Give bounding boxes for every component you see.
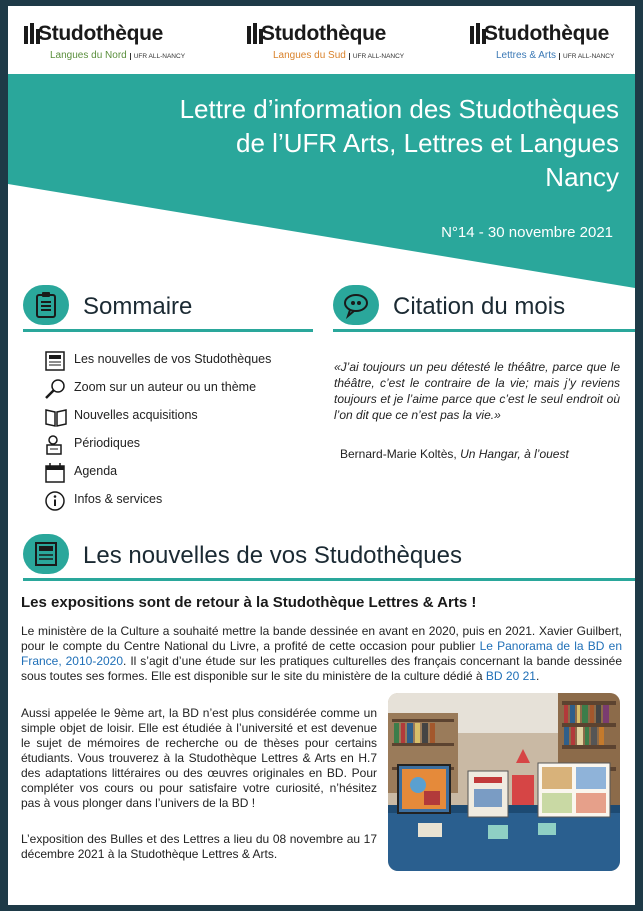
logo-ufr: UFR ALL-NANCY: [349, 53, 404, 60]
logo-ufr: UFR ALL-NANCY: [130, 53, 185, 60]
logo-brand: Studothèque: [261, 22, 387, 45]
sommaire-list: [44, 348, 314, 516]
article-title: Les expositions sont de retour à la Studothèque Lettres & Arts !: [21, 594, 477, 611]
section-rule: [23, 329, 313, 332]
logo-subtitle-text: Langues du Sud: [273, 50, 346, 61]
title-line: Lettre d’information des Studothèques: [179, 94, 619, 124]
section-title: Sommaire: [83, 293, 193, 320]
info-icon: [44, 490, 68, 512]
newspaper-icon: [32, 540, 60, 568]
calendar-icon: [44, 462, 68, 484]
toc-item[interactable]: [44, 488, 314, 516]
title-line: Nancy: [545, 162, 619, 192]
logo-subtitle-text: Lettres & Arts: [496, 50, 557, 61]
paragraph-text: . Il s’agit d’une étude sur les pratiques culturelles des français concernant la bande dessinée sous toutes ses formes. Elle est disponible sur le site du ministère de la culture dédié à: [21, 654, 623, 683]
paragraph-text: .: [535, 669, 540, 683]
logo-bar: [8, 6, 635, 74]
magnifier-icon: [44, 378, 68, 400]
toc-item[interactable]: [44, 432, 314, 460]
section-title: Citation du mois: [393, 293, 566, 320]
article-paragraph-3: L’exposition des Bulles et des Lettres a lieu du 08 novembre au 17 décembre 2021 à la Studothèque Lettres & Arts.: [21, 832, 377, 861]
logo-subtitle: [496, 50, 614, 61]
logo-subtitle: [50, 50, 185, 61]
title-line: de l’UFR Arts, Lettres et Langues: [236, 128, 619, 158]
toc-item[interactable]: [44, 460, 314, 488]
title-banner: [8, 74, 635, 288]
paragraph-text: Le ministère de la Culture a souhaité mettre la bande dessinée en avant en 2020, puis en 2021. Xavier Guilbert, pour le compte du Centre National du Livre, a profité de cette occasion pour publier: [21, 624, 622, 653]
section-rule: [23, 578, 635, 581]
newsletter-page: [8, 6, 635, 905]
toc-item-label: Périodiques: [74, 436, 141, 450]
speech-bubble-icon: [342, 291, 370, 319]
toc-item-label: Nouvelles acquisitions: [74, 408, 198, 422]
magazine-icon: [44, 434, 68, 456]
newspaper-icon: [44, 350, 68, 372]
clipboard-icon-badge: [23, 285, 69, 325]
citation-text: «J’ai toujours un peu détesté le théâtre, parce que le théâtre, c’est le contraire de la vie; mais j’y reviens toujours et je l’aime parce que c’est le seul endroit où l’on dit que ce n’est pas la vie.»: [334, 360, 620, 422]
newsletter-title: [39, 92, 619, 194]
section-rule: [333, 329, 635, 332]
exhibition-photo: [388, 693, 620, 871]
speech-bubble-icon-badge: [333, 285, 379, 325]
citation-author: [340, 447, 569, 461]
article-paragraph-2: Aussi appelée le 9ème art, la BD n’est plus considérée comme un simple objet de loisir. Elle est étudiée à l’université et est devenue le sujet de mémoires de recherche ou de thèses pour certains étudiants. Vous trouverez à la Studothèque Lettres & Arts en H.7 des adaptations littéraires ou des œuvres originales en BD. Pour compléter vos cours ou pour satisfaire votre curiosité, n’hésitez pas à vous plonger dans l’univers de la BD !: [21, 706, 377, 810]
article-paragraph-1: [21, 624, 622, 684]
exhibition-illustration: [388, 693, 620, 871]
clipboard-icon: [32, 291, 60, 319]
toc-item-label: Zoom sur un auteur ou un thème: [74, 380, 257, 394]
newspaper-icon-badge: [23, 534, 69, 574]
logo-brand: Studothèque: [38, 22, 164, 45]
toc-item-label: Agenda: [74, 464, 118, 478]
sommaire-header: [23, 285, 313, 333]
logo-ufr: UFR ALL-NANCY: [559, 53, 614, 60]
section-title: Les nouvelles de vos Studothèques: [83, 542, 462, 569]
panorama-bd-link[interactable]: Le Panorama de la BD en France, 2010-2020: [21, 639, 622, 668]
book-icon: [44, 406, 68, 428]
logo-subtitle-text: Langues du Nord: [50, 50, 127, 61]
toc-item-label: Les nouvelles de vos Studothèques: [74, 352, 272, 366]
logo-subtitle: [273, 50, 404, 61]
toc-item-label: Infos & services: [74, 492, 163, 506]
bd-2021-link[interactable]: BD 20 21: [485, 669, 536, 683]
work-title: Un Hangar, à l’ouest: [460, 447, 569, 461]
citation-header: [333, 285, 635, 333]
nouvelles-header: [23, 534, 635, 582]
logo-brand: Studothèque: [484, 22, 610, 45]
toc-item[interactable]: [44, 404, 314, 432]
toc-item[interactable]: [44, 376, 314, 404]
author-name: Bernard-Marie Koltès,: [340, 447, 457, 461]
toc-item[interactable]: [44, 348, 314, 376]
issue-number: N°14 - 30 novembre 2021: [441, 224, 613, 241]
